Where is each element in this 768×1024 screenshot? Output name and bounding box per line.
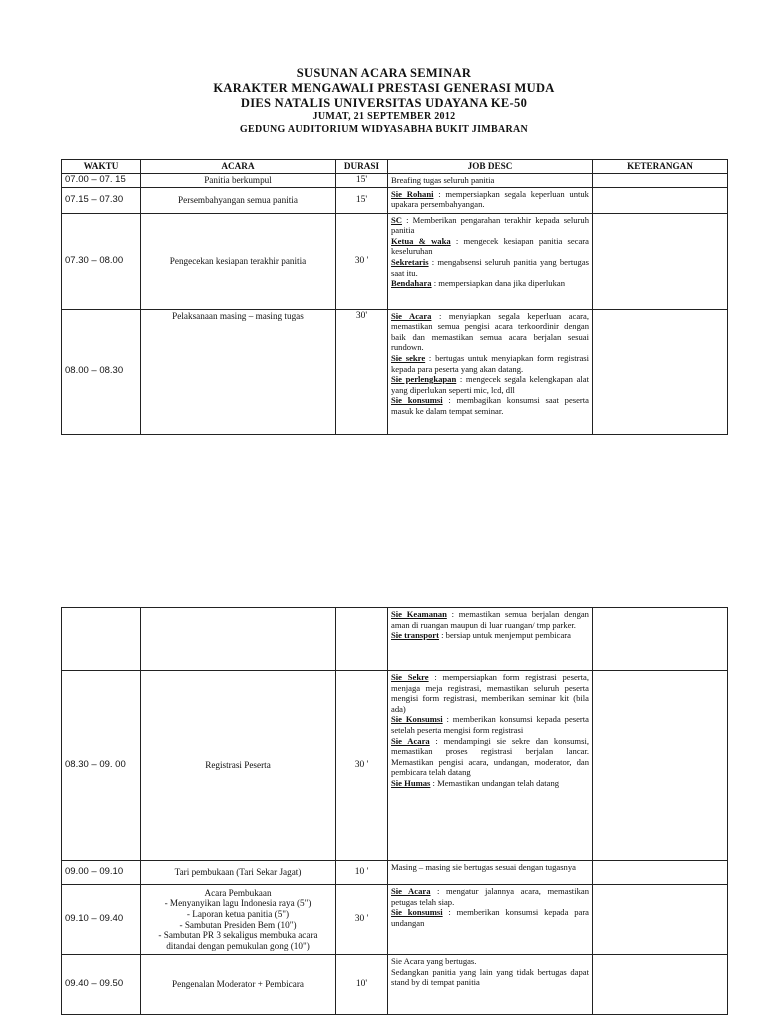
jobdesc-text: : mengecek segala kelengkapan alat yang diperlukan seperti mic, lcd, dll <box>391 374 590 395</box>
cell-acara: Pengenalan Moderator + Pembicara <box>141 955 336 1015</box>
cell-jobdesc <box>388 671 593 861</box>
cell-jobdesc <box>388 187 593 213</box>
acara-line: - Menyanyikan lagu Indonesia raya (5") <box>164 898 312 909</box>
jobdesc-entry <box>391 395 589 416</box>
jobdesc-entry <box>391 736 589 778</box>
jobdesc-entry <box>391 630 589 641</box>
jobdesc-text: : bersiap untuk menjemput pembicara <box>438 630 571 641</box>
jobdesc-text: : mengecek kesiapan panitia secara keseluruhan <box>391 235 589 257</box>
table-row <box>62 213 728 309</box>
doc-venue: GEDUNG AUDITORIUM WIDYASABHA BUKIT JIMBARAN <box>239 124 529 135</box>
jobdesc-entry <box>391 175 589 186</box>
table-row <box>62 885 728 955</box>
cell-keterangan <box>593 608 728 671</box>
jobdesc-text: : mempersiapkan segala keperluan untuk upakara persembahyangan. <box>391 188 589 210</box>
jobdesc-entry <box>391 311 589 353</box>
jobdesc-text: Sie Acara yang bertugas. <box>391 956 477 966</box>
cell-waktu: 08.00 – 08.30 <box>62 309 141 434</box>
jobdesc-text: : bertugas untuk menyiapkan form registrasi kepada para peserta yang akan datang. <box>391 352 589 374</box>
jobdesc-entry <box>391 886 589 907</box>
jobdesc-text: : mempersiapkan form registrasi peserta, menjaga meja registrasi, memastikan seluruh peserta mengisi form registrasi, memberikan seminar kit (bila ada) <box>391 672 589 714</box>
jobdesc-role: Sie transport <box>391 630 439 641</box>
table-row <box>62 671 728 861</box>
jobdesc-entry <box>391 609 589 630</box>
cell-keterangan <box>593 885 728 955</box>
cell-waktu: 09.40 – 09.50 <box>62 955 141 1015</box>
jobdesc-role: Sie Sekre <box>391 672 429 682</box>
cell-keterangan <box>593 174 728 188</box>
cell-durasi: 15' <box>336 187 388 213</box>
cell-durasi: 30 ' <box>336 885 388 955</box>
table-row <box>62 955 728 1015</box>
cell-acara: Pelaksanaan masing – masing tugas <box>141 309 336 434</box>
jobdesc-entry <box>391 278 589 289</box>
jobdesc-text: : Memberikan pengarahan terakhir kepada seluruh panitia <box>391 214 589 236</box>
cell-waktu: 07.15 – 07.30 <box>62 187 141 213</box>
jobdesc-role: Sie Konsumsi <box>391 714 443 725</box>
cell-waktu: 09.00 – 09.10 <box>62 861 141 885</box>
jobdesc-entry <box>391 215 589 236</box>
cell-acara <box>141 608 336 671</box>
col-header-jobdesc: JOB DESC <box>388 160 593 174</box>
acara-line: - Laporan ketua panitia (5") <box>186 908 290 919</box>
jobdesc-role: Sie konsumsi <box>391 907 443 918</box>
jobdesc-role: Sie Rohani <box>391 188 434 199</box>
col-header-waktu: WAKTU <box>62 160 141 174</box>
jobdesc-text: : mengatur jalannya acara, memastikan petugas telah siap. <box>391 886 589 907</box>
cell-waktu: 09.10 – 09.40 <box>62 885 141 955</box>
jobdesc-text: : memberikan konsumsi kepada para undangan <box>391 907 589 928</box>
cell-jobdesc <box>388 885 593 955</box>
jobdesc-text: Sedangkan panitia yang lain yang tidak bertugas dapat stand by di tempat panitia <box>391 966 589 988</box>
jobdesc-text: Breafing tugas seluruh panitia <box>391 175 495 185</box>
jobdesc-role: Sekretaris <box>391 256 429 267</box>
cell-keterangan <box>593 309 728 434</box>
cell-acara: Panitia berkumpul <box>141 174 336 188</box>
jobdesc-entry <box>391 257 589 278</box>
cell-jobdesc <box>388 955 593 1015</box>
doc-title-line-3: DIES NATALIS UNIVERSITAS UDAYANA KE-50 <box>240 96 528 110</box>
jobdesc-role: Ketua & waka <box>391 235 451 246</box>
cell-keterangan <box>593 955 728 1015</box>
jobdesc-entry <box>391 956 589 967</box>
col-header-acara: ACARA <box>141 160 336 174</box>
cell-waktu <box>62 608 141 671</box>
schedule-table-part-1 <box>61 159 728 435</box>
cell-jobdesc <box>388 213 593 309</box>
cell-jobdesc <box>388 608 593 671</box>
cell-acara: Registrasi Peserta <box>141 671 336 861</box>
acara-line: Acara Pembukaan <box>204 887 272 898</box>
jobdesc-entry <box>391 374 589 395</box>
cell-waktu: 07.00 – 07. 15 <box>62 174 141 188</box>
jobdesc-text: : membagikan konsumsi saat peserta masuk ke dalam tempat seminar. <box>391 395 589 416</box>
jobdesc-role: Sie Acara <box>391 886 431 896</box>
cell-jobdesc <box>388 861 593 885</box>
table-row <box>62 608 728 671</box>
jobdesc-text: : memastikan semua berjalan dengan aman di ruangan maupun di luar ruangan/ tmp parker. <box>391 609 589 630</box>
jobdesc-text: : mempersiapkan dana jika diperlukan <box>431 278 565 289</box>
cell-acara: Persembahyangan semua panitia <box>141 187 336 213</box>
jobdesc-text: : menyiapkan segala keperluan acara, memastikan semua pengisi acara terkoordinir dengan baik dan memastikan semua acara berjalan sesuai rundown. <box>391 310 589 353</box>
jobdesc-entry <box>391 967 589 988</box>
acara-line: - Sambutan PR 3 sekaligus membuka acara ditandai dengan pemukulan gong (10") <box>158 930 318 951</box>
cell-acara <box>141 885 336 955</box>
table-row <box>62 309 728 434</box>
cell-jobdesc <box>388 309 593 434</box>
jobdesc-text: : mendampingi sie sekre dan konsumsi, memastikan proses registrasi berjalan lancar. Memastikan pengisi acara, undangan, moderator, dan pembicara telah datang <box>391 735 589 778</box>
cell-keterangan <box>593 187 728 213</box>
cell-durasi <box>336 608 388 671</box>
cell-acara: Tari pembukaan (Tari Sekar Jagat) <box>141 861 336 885</box>
cell-durasi: 30' <box>336 309 388 434</box>
jobdesc-entry <box>391 353 589 374</box>
jobdesc-role: Sie Humas <box>391 777 431 788</box>
cell-durasi: 15' <box>336 174 388 188</box>
jobdesc-entry <box>391 778 589 789</box>
jobdesc-entry <box>391 236 589 257</box>
acara-line: - Sambutan Presiden Bem (10") <box>179 919 297 930</box>
table-header-row <box>62 160 728 174</box>
jobdesc-role: Bendahara <box>391 278 432 289</box>
jobdesc-entry <box>391 907 589 928</box>
cell-waktu: 07.30 – 08.00 <box>62 213 141 309</box>
cell-durasi: 10 ' <box>336 861 388 885</box>
cell-durasi: 30 ' <box>336 671 388 861</box>
cell-keterangan <box>593 671 728 861</box>
jobdesc-role: Sie perlengkapan <box>391 374 457 385</box>
jobdesc-text: Masing – masing sie bertugas sesuai dengan tugasnya <box>391 862 576 872</box>
doc-title-line-1: SUSUNAN ACARA SEMINAR <box>296 66 472 80</box>
jobdesc-text: : Memastikan undangan telah datang <box>430 777 560 788</box>
table-row <box>62 174 728 188</box>
cell-keterangan <box>593 213 728 309</box>
doc-date: JUMAT, 21 SEPTEMBER 2012 <box>312 111 456 122</box>
jobdesc-role: Sie Acara <box>391 735 430 746</box>
table-row <box>62 861 728 885</box>
jobdesc-text: : mengabsensi seluruh panitia yang bertugas saat itu. <box>391 256 589 278</box>
jobdesc-entry <box>391 862 589 873</box>
jobdesc-entry <box>391 672 589 714</box>
table-row <box>62 187 728 213</box>
cell-waktu: 08.30 – 09. 00 <box>62 671 141 861</box>
cell-jobdesc <box>388 174 593 188</box>
cell-durasi: 30 ' <box>336 213 388 309</box>
doc-title-line-2: KARAKTER MENGAWALI PRESTASI GENERASI MUDA <box>213 81 555 95</box>
jobdesc-entry <box>391 189 589 210</box>
jobdesc-text: : memberikan konsumsi kepada peserta setelah peserta mengisi form registrasi <box>391 714 589 735</box>
jobdesc-entry <box>391 714 589 735</box>
cell-keterangan <box>593 861 728 885</box>
schedule-table-part-2 <box>61 607 728 1015</box>
col-header-durasi: DURASI <box>336 160 388 174</box>
jobdesc-role: Sie konsumsi <box>391 395 443 406</box>
cell-durasi: 10' <box>336 955 388 1015</box>
jobdesc-role: Sie Acara <box>391 310 432 321</box>
cell-acara: Pengecekan kesiapan terakhir panitia <box>141 213 336 309</box>
jobdesc-role: SC <box>391 214 402 225</box>
col-header-keterangan: KETERANGAN <box>593 160 728 174</box>
jobdesc-role: Sie sekre <box>391 352 426 363</box>
jobdesc-role: Sie Keamanan <box>391 609 447 619</box>
